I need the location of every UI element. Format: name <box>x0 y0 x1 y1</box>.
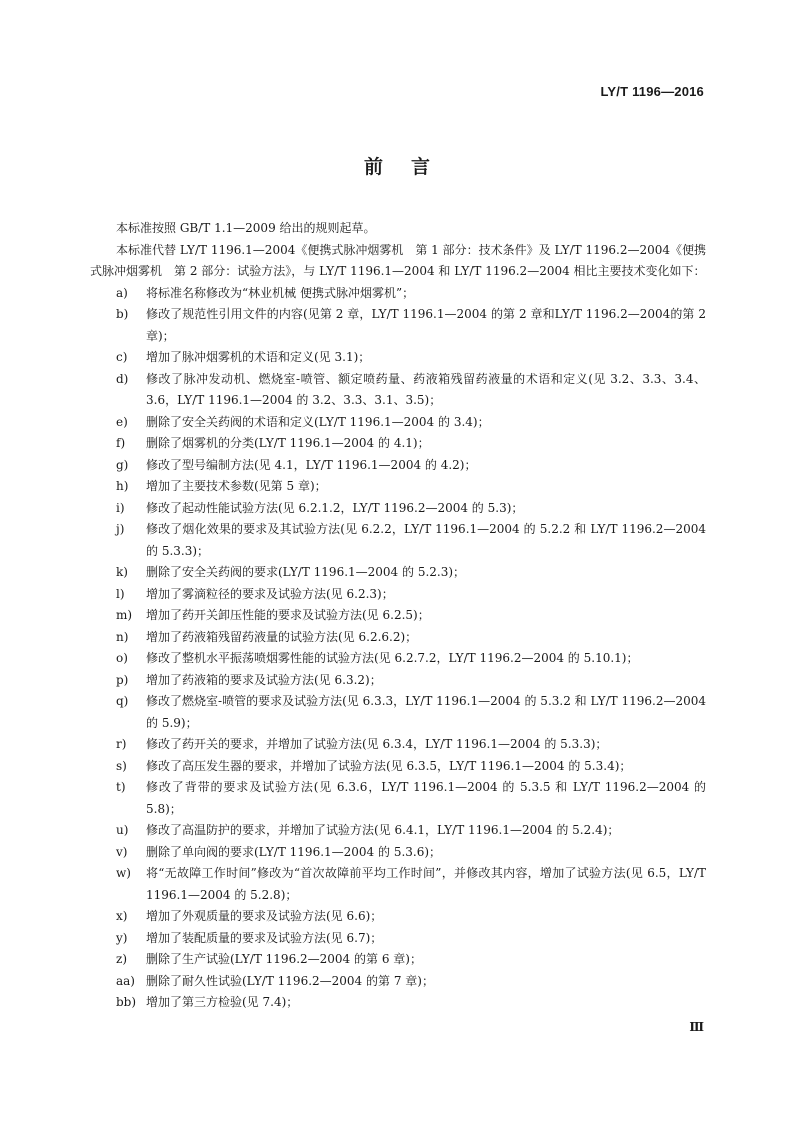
list-item-text: 增加了外观质量的要求及试验方法(见 6.6)； <box>146 909 383 923</box>
list-item-text: 增加了药液箱的要求及试验方法(见 6.3.2)； <box>146 672 382 687</box>
list-item-text: 修改了整机水平振荡喷烟雾性能的试验方法(见 6.2.7.2，LY/T 1196.2—2004 的 5.10.1)； <box>146 651 639 665</box>
list-item <box>90 562 706 584</box>
list-item-text: 增加了第三方检验(见 7.4)； <box>146 995 299 1009</box>
list-item <box>90 605 706 627</box>
list-item <box>90 906 706 928</box>
list-item <box>90 584 706 606</box>
list-item <box>90 498 706 520</box>
list-item <box>90 304 706 347</box>
page-number: Ⅲ <box>689 1020 704 1034</box>
list-item <box>90 820 706 842</box>
list-item-label: f) <box>116 436 126 450</box>
list-item-text: 修改了高温防护的要求，并增加了试验方法(见 6.4.1，LY/T 1196.1—2004 的 5.2.4)； <box>146 823 620 837</box>
list-item-text: 删除了耐久性试验(LY/T 1196.2—2004 的第 7 章)； <box>146 973 434 988</box>
list-item-label: y) <box>116 930 128 945</box>
list-item <box>90 519 706 562</box>
list-item-text: 增加了主要技术参数(见第 5 章)； <box>146 479 327 493</box>
list-item-text: 修改了高压发生器的要求，并增加了试验方法(见 6.3.5，LY/T 1196.1—2004 的 5.3.4)； <box>146 758 632 773</box>
list-item <box>90 412 706 434</box>
list-item-label: n) <box>116 629 129 644</box>
list-item-text: 修改了药开关的要求，并增加了试验方法(见 6.3.4，LY/T 1196.1—2004 的 5.3.3)； <box>146 737 608 751</box>
list-item-text: 删除了烟雾机的分类(LY/T 1196.1—2004 的 4.1)； <box>146 436 430 450</box>
intro-paragraph-2: 本标准代替 LY/T 1196.1—2004《便携式脉冲烟雾机 第 1 部分：技术条件》及 LY/T 1196.2—2004《便携式脉冲烟雾机 第 2 部分：试验方法》，与 LY/T 1196.1—2004 和 LY/T 1196.2—2004 相比主要技术变化如下： <box>90 242 706 278</box>
list-item-label: g) <box>116 457 129 472</box>
list-item-label: r) <box>116 737 127 751</box>
list-item-label: aa) <box>116 973 135 988</box>
list-item-label: z) <box>116 952 128 966</box>
intro-paragraph-1: 本标准按照 GB/T 1.1—2009 给出的规则起草。 <box>116 221 376 235</box>
list-item <box>90 949 706 971</box>
list-item-label: b) <box>116 307 129 321</box>
list-item <box>90 627 706 649</box>
list-item-text: 增加了药液箱残留药液量的试验方法(见 6.2.6.2)； <box>146 629 418 644</box>
list-item-label: q) <box>116 694 129 708</box>
list-item <box>90 992 706 1014</box>
list-item-text: 修改了烟化效果的要求及其试验方法(见 6.2.2，LY/T 1196.1—2004 的 5.2.2 和 LY/T 1196.2—2004的 5.3.3)； <box>146 522 706 558</box>
list-item-label: c) <box>116 350 128 364</box>
list-item <box>90 777 706 820</box>
list-item-text: 将标准名称修改为“林业机械 便携式脉冲烟雾机”； <box>146 285 415 300</box>
list-item-text: 修改了脉冲发动机、燃烧室-喷管、额定喷药量、药液箱残留药液量的术语和定义(见 3.2、3.3、3.4、3.6，LY/T 1196.1—2004 的 3.2、3.3、3.1、3.5)； <box>146 371 706 407</box>
list-item-label: u) <box>116 823 129 837</box>
list-item-label: k) <box>116 565 128 579</box>
list-item-text: 修改了规范性引用文件的内容(见第 2 章，LY/T 1196.1—2004 的第 2 章和LY/T 1196.2—2004的第 2 章)； <box>146 307 706 343</box>
standard-code: LY/T 1196—2016 <box>600 84 704 99</box>
list-item-label: e) <box>116 414 128 429</box>
list-item-label: l) <box>116 586 125 601</box>
list-item <box>90 691 706 734</box>
list-item <box>90 433 706 455</box>
list-item-label: s) <box>116 758 127 773</box>
list-item <box>90 369 706 412</box>
list-item-text: 修改了燃烧室-喷管的要求及试验方法(见 6.3.3，LY/T 1196.1—2004 的 5.3.2 和 LY/T 1196.2—2004的 5.9)； <box>146 694 706 730</box>
list-item <box>90 347 706 369</box>
list-item-text: 增加了雾滴粒径的要求及试验方法(见 6.2.3)； <box>146 586 394 601</box>
list-item <box>90 283 706 305</box>
list-item-label: h) <box>116 479 129 493</box>
list-item <box>90 928 706 950</box>
list-item-text: 将“无故障工作时间”修改为“首次故障前平均工作时间”，并修改其内容，增加了试验方法(见 6.5，LY/T 1196.1—2004 的 5.2.8)； <box>146 866 706 902</box>
list-item-label: bb) <box>116 995 137 1009</box>
list-item <box>90 734 706 756</box>
list-item-label: i) <box>116 500 125 515</box>
list-item <box>90 476 706 498</box>
list-item <box>90 756 706 778</box>
list-item <box>90 455 706 477</box>
list-item-text: 修改了背带的要求及试验方法(见 6.3.6，LY/T 1196.1—2004 的 5.3.5 和 LY/T 1196.2—2004 的 5.8)； <box>146 780 706 816</box>
list-item <box>90 863 706 906</box>
list-item-text: 增加了装配质量的要求及试验方法(见 6.7)； <box>146 930 383 945</box>
list-item-label: a) <box>116 285 128 300</box>
list-item-label: m) <box>116 608 133 622</box>
list-item-label: v) <box>116 844 128 859</box>
list-item-text: 增加了脉冲烟雾机的术语和定义(见 3.1)； <box>146 350 371 364</box>
list-item-text: 删除了安全关药阀的术语和定义(LY/T 1196.1—2004 的 3.4)； <box>146 414 490 429</box>
list-item <box>90 648 706 670</box>
list-item <box>90 971 706 993</box>
list-item <box>90 842 706 864</box>
list-item-text: 修改了起动性能试验方法(见 6.2.1.2，LY/T 1196.2—2004 的 5.3)； <box>146 500 524 515</box>
list-item-label: d) <box>116 371 129 386</box>
list-item-text: 删除了单向阀的要求(LY/T 1196.1—2004 的 5.3.6)； <box>146 844 442 859</box>
list-item-text: 增加了药开关卸压性能的要求及试验方法(见 6.2.5)； <box>146 608 430 622</box>
change-list <box>90 283 706 1014</box>
page-title: 前言 <box>363 156 458 178</box>
list-item-label: o) <box>116 651 128 665</box>
list-item-label: p) <box>116 672 129 687</box>
list-item-text: 删除了安全关药阀的要求(LY/T 1196.1—2004 的 5.2.3)； <box>146 565 466 579</box>
list-item-text: 删除了生产试验(LY/T 1196.2—2004 的第 6 章)； <box>146 952 422 966</box>
list-item-label: x) <box>116 909 128 923</box>
list-item-label: j) <box>116 522 125 536</box>
list-item-text: 修改了型号编制方法(见 4.1，LY/T 1196.1—2004 的 4.2)； <box>146 457 477 472</box>
document-body <box>90 218 706 1014</box>
list-item-label: t) <box>116 780 126 794</box>
list-item-label: w) <box>116 866 131 880</box>
list-item <box>90 670 706 692</box>
